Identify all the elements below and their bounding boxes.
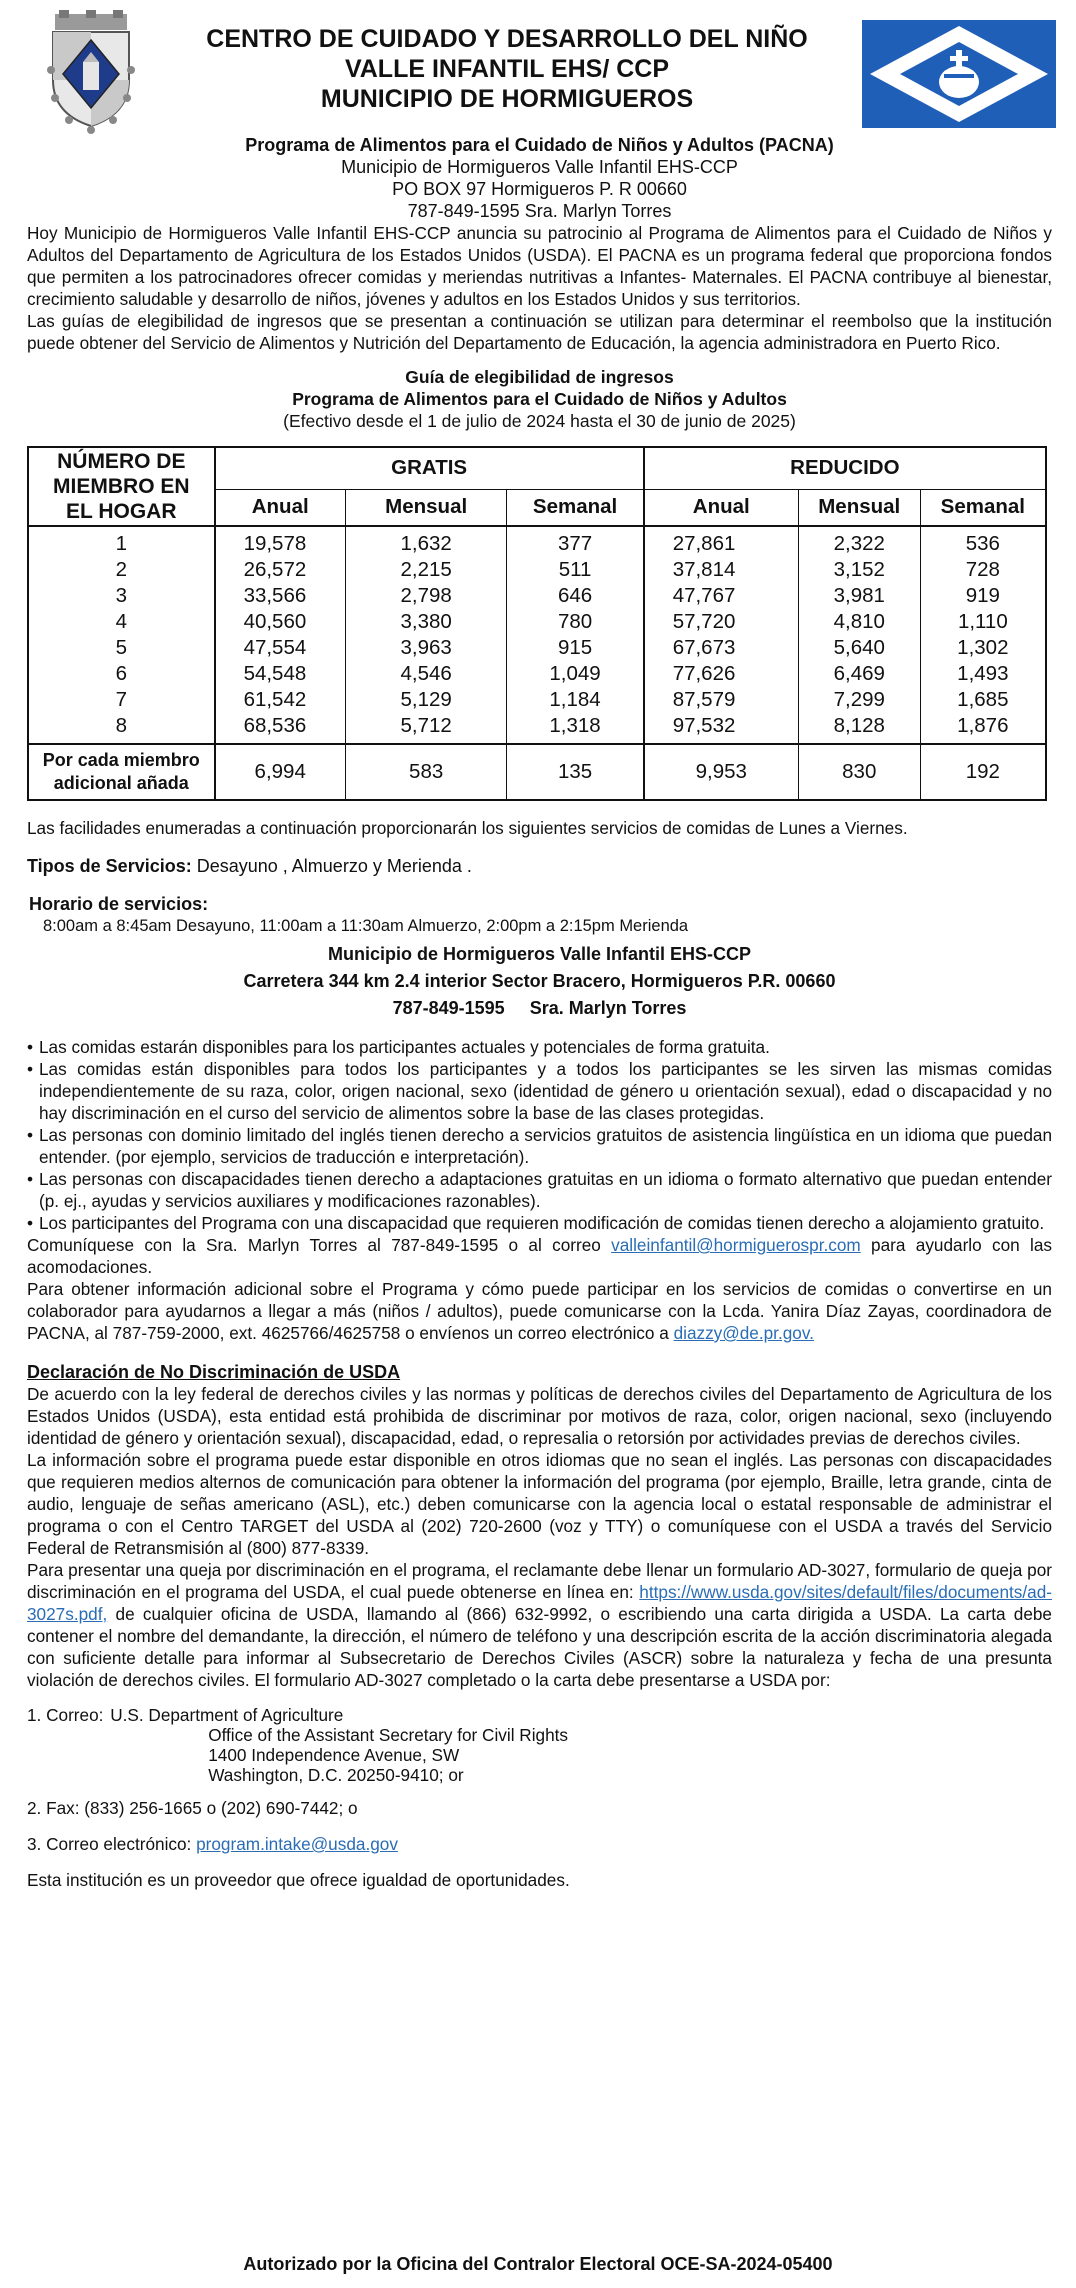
table-row — [28, 635, 1046, 661]
bullet-item — [27, 1124, 1052, 1168]
income-cell: 1,184 — [507, 687, 644, 713]
income-cell: 37,814 — [644, 557, 799, 583]
income-cell: 67,673 — [644, 635, 799, 661]
equal-opportunity-statement: Esta institución es un proveedor que ofrece igualdad de oportunidades. — [27, 1870, 570, 1890]
col-reduced-monthly: Mensual — [798, 489, 920, 526]
rights-bullet-list — [27, 1036, 1052, 1234]
col-reduced-annual: Anual — [644, 489, 799, 526]
table-row — [28, 609, 1046, 635]
bullet-icon: • — [27, 1125, 34, 1145]
income-cell: 6,469 — [798, 661, 920, 687]
title-line-2: VALLE INFANTIL EHS/ CCP — [344, 55, 670, 83]
bullet-text: Las personas con dominio limitado del inglés tienen derecho a servicios gratuitos de asistencia lingüística en un idioma que puedan entender. (por ejemplo, servicios de traducción e interpretación). — [39, 1125, 1052, 1167]
free-group-header: GRATIS — [215, 447, 644, 489]
col-reduced-weekly: Semanal — [920, 489, 1046, 526]
additional-reduced-annual: 9,953 — [644, 744, 799, 800]
table-row — [28, 583, 1046, 609]
income-cell: 40,560 — [215, 609, 346, 635]
program-intake-email-link[interactable]: program.intake@usda.gov — [196, 1834, 398, 1854]
income-cell: 646 — [507, 583, 644, 609]
title-line-3: MUNICIPIO DE HORMIGUEROS — [320, 85, 694, 113]
mail-line-4: Washington, D.C. 20250-9410; or — [208, 1765, 464, 1785]
income-cell: 2,798 — [345, 583, 507, 609]
schedule-value: 8:00am a 8:45am Desayuno, 11:00am a 11:30am Almuerzo, 2:00pm a 2:15pm Merienda — [43, 917, 689, 935]
ad-3027-form-link[interactable]: https://www.usda.gov/sites/default/files/documents/ad-3027s.pdf, — [27, 1582, 1052, 1624]
income-cell: 7,299 — [798, 687, 920, 713]
col-free-annual: Anual — [215, 489, 346, 526]
income-cell: 3,963 — [345, 635, 507, 661]
bullet-item — [27, 1168, 1052, 1212]
bullet-text: Las comidas están disponibles para todos los participantes y a todos los participantes se les sirven las mismas comidas independientemente de su raza, color, origen nacional, sexo (identidad de género u orientación sexual), edad o discapacidad y no hay discriminación en el curso del servicio de alimentos sobre la base de las clases protegidas. — [39, 1059, 1052, 1123]
additional-reduced-monthly: 830 — [798, 744, 920, 800]
income-cell: 61,542 — [215, 687, 346, 713]
service-types — [27, 855, 1052, 877]
income-cell: 5,712 — [345, 713, 507, 744]
income-cell: 97,532 — [644, 713, 799, 744]
household-size-cell: 7 — [28, 687, 215, 713]
income-cell: 4,810 — [798, 609, 920, 635]
income-cell: 33,566 — [215, 583, 346, 609]
additional-reduced-weekly: 192 — [920, 744, 1046, 800]
income-cell: 26,572 — [215, 557, 346, 583]
col-free-monthly: Mensual — [345, 489, 507, 526]
household-size-cell: 4 — [28, 609, 215, 635]
bullet-icon: • — [27, 1169, 34, 1189]
bullet-icon: • — [27, 1059, 34, 1079]
income-cell: 1,049 — [507, 661, 644, 687]
guide-heading — [27, 366, 1052, 432]
guide-effective-dates: (Efectivo desde el 1 de julio de 2024 hasta el 30 de junio de 2025) — [283, 411, 796, 431]
income-cell: 77,626 — [644, 661, 799, 687]
income-cell: 1,632 — [345, 526, 507, 557]
income-cell: 3,152 — [798, 557, 920, 583]
guide-title: Guía de elegibilidad de ingresos — [405, 367, 674, 387]
income-cell: 68,536 — [215, 713, 346, 744]
guide-subtitle: Programa de Alimentos para el Cuidado de Niños y Adultos — [292, 389, 787, 409]
income-cell: 27,861 — [644, 526, 799, 557]
income-cell: 919 — [965, 584, 1000, 607]
income-cell: 1,876 — [957, 714, 1009, 737]
municipal-flag-icon — [862, 20, 1056, 128]
service-types-value: Desayuno , Almuerzo y Merienda . — [191, 856, 472, 876]
table-row — [28, 526, 1046, 557]
bullet-text: Las comidas estarán disponibles para los participantes actuales y potenciales de forma gratuita. — [39, 1037, 770, 1057]
household-size-cell: 8 — [28, 713, 215, 744]
mail-line-1: U.S. Department of Agriculture — [110, 1705, 344, 1725]
income-cell: 5,129 — [345, 687, 507, 713]
income-eligibility-table — [27, 446, 1047, 801]
bullet-icon: • — [27, 1213, 34, 1233]
table-row — [28, 687, 1046, 713]
bullet-item — [27, 1036, 1052, 1058]
income-cell: 1,318 — [507, 713, 644, 744]
municipal-seal-icon — [45, 10, 137, 134]
usda-paragraph-1: De acuerdo con la ley federal de derechos civiles y las normas y políticas de derechos civiles del Departamento de Agricultura de los Estados Unidos (USDA), esta entidad está prohibida de discriminar por motivos de raza, color, origen nacional, sexo (incluyendo identidad de género y orientación sexual), discapacidad, edad, o represalia o retorsión por actividades previas de derechos civiles. — [27, 1384, 1052, 1448]
income-cell: 8,128 — [798, 713, 920, 744]
additional-member-row — [28, 744, 1046, 800]
bullet-text: Los participantes del Programa con una discapacidad que requieren modificación de comidas tienen derecho a alojamiento gratuito. — [39, 1213, 1045, 1233]
income-cell: 1,685 — [957, 688, 1009, 711]
mail-label: 1. Correo: — [27, 1705, 109, 1725]
site-contact-name: Sra. Marlyn Torres — [529, 998, 687, 1018]
mail-line-2: Office of the Assistant Secretary for Civil Rights — [208, 1725, 569, 1745]
table-row — [28, 713, 1046, 744]
household-size-cell: 3 — [28, 583, 215, 609]
table-row — [28, 661, 1046, 687]
income-cell: 57,720 — [644, 609, 799, 635]
program-phone: 787-849-1595 Sra. Marlyn Torres — [407, 201, 672, 221]
service-types-label: Tipos de Servicios: — [27, 856, 192, 876]
income-cell: 1,302 — [957, 636, 1009, 659]
income-cell: 54,548 — [215, 661, 346, 687]
bullet-icon: • — [27, 1037, 34, 1057]
mail-line-3: 1400 Independence Avenue, SW — [208, 1745, 460, 1765]
contact-paragraph: Comuníquese con la Sra. Marlyn Torres al 787-849-1595 o al correo valleinfantil@hormiguerospr.com para ayudarlo con las acomodaciones. — [27, 1235, 1052, 1277]
income-cell: 87,579 — [644, 687, 799, 713]
bullet-item — [27, 1058, 1052, 1124]
income-cell: 19,578 — [215, 526, 346, 557]
program-address: PO BOX 97 Hormigueros P. R 00660 — [392, 179, 687, 199]
household-size-cell: 2 — [28, 557, 215, 583]
income-cell: 3,981 — [798, 583, 920, 609]
income-cell: 377 — [507, 526, 644, 557]
col-free-weekly: Semanal — [507, 489, 644, 526]
diazzy-email-link[interactable]: diazzy@de.pr.gov. — [673, 1323, 814, 1343]
household-size-cell: 6 — [28, 661, 215, 687]
income-cell: 915 — [507, 635, 644, 661]
schedule-block — [27, 893, 1052, 937]
email-line: 3. Correo electrónico: program.intake@usda.gov — [27, 1834, 398, 1854]
income-cell: 2,215 — [345, 557, 507, 583]
household-size-header: NÚMERO DE MIEMBRO EN EL HOGAR — [28, 447, 215, 526]
income-cell: 1,493 — [957, 662, 1009, 685]
income-cell: 47,554 — [215, 635, 346, 661]
household-size-cell: 1 — [28, 526, 215, 557]
usda-paragraph-3: Para presentar una queja por discriminación en el programa, el reclamante debe llenar un formulario AD-3027, formulario de queja por discriminación en el programa del USDA, el cual puede obtenerse en línea en: https://www.usda.gov/sites/default/files/documents/ad-3027s.pdf, de cualquier oficina de USDA, llamando al (866) 632-9992, o escribiendo una carta dirigida a USDA. La carta debe contener el nombre del demandante, la dirección, el número de teléfono y una descripción escrita de la acción discriminatoria alegada con suficiente detalle para informar al Subsecretario de Derechos Civiles (ASCR) sobre la naturaleza y fecha de una presunta violación de derechos civiles. El formulario AD-3027 completado o la carta debe presentarse a USDA por: — [27, 1560, 1052, 1690]
bullet-text: Las personas con discapacidades tienen derecho a adaptaciones gratuitas en un idioma o formato alternativo que puedan entender (p. ej., ayudas y servicios auxiliares y modificaciones razonables). — [39, 1169, 1052, 1211]
program-block — [27, 134, 1052, 222]
household-size-cell: 5 — [28, 635, 215, 661]
table-row — [28, 557, 1046, 583]
income-cell: 4,546 — [345, 661, 507, 687]
usda-paragraph-2: La información sobre el programa puede estar disponible en otros idiomas que no sean el inglés. Las personas con discapacidades que requieren medios alternos de comunicación para obtener la información del programa (por ejemplo, Braille, letra grande, cinta de audio, lenguaje de señas americano (ASL), etc.) deben comunicarse con la agencia local o estatal responsable de administrar el programa o con el Centro TARGET del USDA al (202) 720-2600 (voz y TTY) o comuníquese con el USDA a través del Servicio Federal de Retransmisión al (800) 877-8339. — [27, 1450, 1052, 1558]
reduced-group-header: REDUCIDO — [644, 447, 1046, 489]
header — [27, 0, 1052, 130]
valleinfantil-email-link[interactable]: valleinfantil@hormiguerospr.com — [611, 1235, 861, 1255]
income-cell: 5,640 — [798, 635, 920, 661]
site-block — [27, 941, 1052, 1022]
site-contact — [27, 995, 1052, 1022]
additional-free-annual: 6,994 — [215, 744, 346, 800]
bullet-item — [27, 1212, 1052, 1234]
program-name: Programa de Alimentos para el Cuidado de Niños y Adultos (PACNA) — [245, 135, 834, 155]
income-cell: 511 — [507, 557, 644, 583]
site-phone: 787-849-1595 — [392, 998, 505, 1018]
title-line-1: CENTRO DE CUIDADO Y DESARROLLO DEL NIÑO — [206, 25, 808, 53]
income-cell: 2,322 — [798, 526, 920, 557]
fax-line: 2. Fax: (833) 256-1665 o (202) 690-7442; o — [27, 1798, 358, 1818]
schedule-label: Horario de servicios: — [29, 894, 209, 914]
info-paragraph: Para obtener información adicional sobre el Programa y cómo puede participar en los servicios de comidas o convertirse en un colaborador para ayudarnos a llegar a más (niños / adultos), puede comunicarse con la Lcda. Yanira Díaz Zayas, coordinadora de PACNA, al 787-759-2000, ext. 4625766/4625758 o envíenos un correo electrónico a diazzy@de.pr.gov. — [27, 1279, 1052, 1343]
additional-member-label: Por cada miembro adicional añada — [28, 744, 215, 800]
center-title — [177, 24, 837, 114]
additional-free-weekly: 135 — [507, 744, 644, 800]
income-cell: 47,767 — [644, 583, 799, 609]
eligibility-paragraph: Las guías de elegibilidad de ingresos que se presentan a continuación se utilizan para determinar el reembolso que la institución puede obtener del Servicio de Alimentos y Nutrición del Departamento de Educación, la agencia administradora en Puerto Rico. — [27, 311, 1052, 353]
intro-paragraph: Hoy Municipio de Hormigueros Valle Infantil EHS-CCP anuncia su patrocinio al Programa de Alimentos para el Cuidado de Niños y Adultos del Departamento de Agricultura de los Estados Unidos (USDA). El PACNA es un programa federal que proporciona fondos que permiten a los patrocinadores ofrecer comidas y meriendas nutritivas a Infantes- Maternales. El PACNA contribuye al bienestar, crecimiento saludable y desarrollo de niños, jóvenes y adultos en los Estados Unidos y sus territorios. — [27, 223, 1052, 309]
facilities-text: Las facilidades enumeradas a continuación proporcionarán los siguientes servicios de comidas de Lunes a Viernes. — [27, 818, 908, 838]
additional-free-monthly: 583 — [345, 744, 507, 800]
site-name: Municipio de Hormigueros Valle Infantil EHS-CCP — [327, 944, 752, 964]
program-line-1: Municipio de Hormigueros Valle Infantil EHS-CCP — [341, 157, 738, 177]
site-address: Carretera 344 km 2.4 interior Sector Bracero, Hormigueros P.R. 00660 — [243, 971, 836, 991]
income-cell: 536 — [965, 532, 1000, 555]
income-cell: 1,110 — [957, 610, 1008, 633]
income-cell: 3,380 — [345, 609, 507, 635]
income-cell: 728 — [965, 558, 1000, 581]
income-cell: 780 — [507, 609, 644, 635]
authorization-footer: Autorizado por la Oficina del Contralor Electoral OCE-SA-2024-05400 — [243, 2254, 833, 2274]
usda-section-title: Declaración de No Discriminación de USDA — [27, 1362, 401, 1382]
mail-address-block — [27, 1705, 1052, 1785]
